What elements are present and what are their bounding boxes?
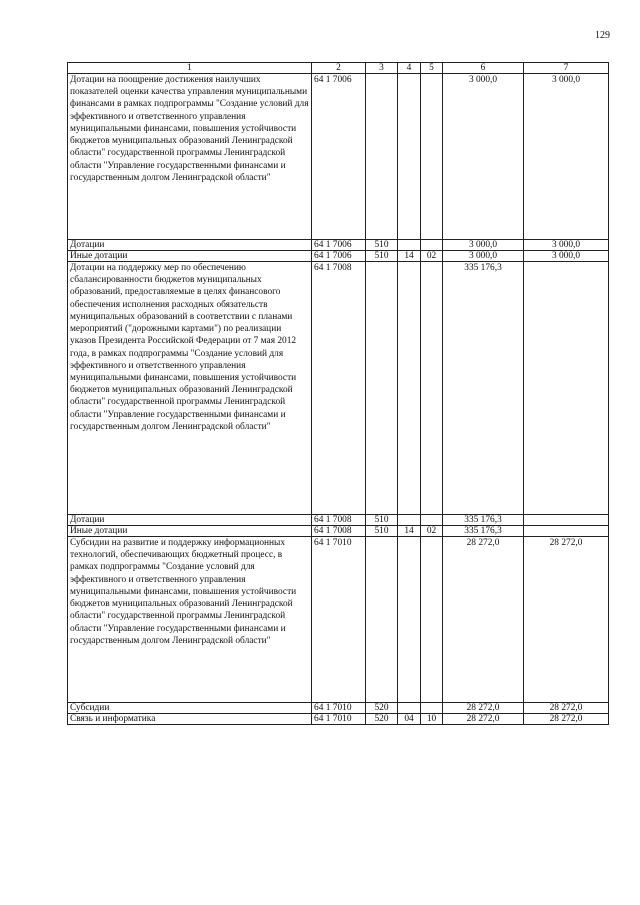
row-col6: 335 176,3 <box>443 262 524 515</box>
row-col7 <box>524 515 609 526</box>
table-row <box>68 251 609 262</box>
row-col6: 335 176,3 <box>443 526 524 537</box>
row-col3 <box>366 74 398 240</box>
row-col4 <box>398 240 421 251</box>
row-code: 64 1 7010 <box>312 703 366 714</box>
header-cell: 1 <box>68 63 312 74</box>
row-col4: 14 <box>398 526 421 537</box>
header-cell: 3 <box>366 63 398 74</box>
row-col4 <box>398 537 421 703</box>
table-row <box>68 703 609 714</box>
table-row <box>68 714 609 725</box>
table-row <box>68 74 609 240</box>
row-name: Дотации на поощрение достижения наилучших показателей оценки качества управления муниципальными финансами в рамках подпрограммы "Создание условий для эффективного и ответственного управления муниципальными финансами, повышения устойчивости бюджетов муниципальных образований Ленинградской области" государственной программы Ленинградской области "Управление государственными финансами и государственным долгом Ленинградской области" <box>68 74 312 240</box>
row-col4 <box>398 703 421 714</box>
row-col6: 335 176,3 <box>443 515 524 526</box>
table-row <box>68 515 609 526</box>
row-col3: 510 <box>366 515 398 526</box>
row-col5: 02 <box>421 526 443 537</box>
row-name: Субсидии на развитие и поддержку информационных технологий, обеспечивающих бюджетный процесс, в рамках подпрограммы "Создание условий для эффективного и ответственного управления муниципальными финансами, повышения устойчивости бюджетов муниципальных образований Ленинградской области" государственной программы Ленинградской области "Управление государственными финансами и государственным долгом Ленинградской области" <box>68 537 312 703</box>
row-col7: 3 000,0 <box>524 251 609 262</box>
row-name: Связь и информатика <box>68 714 312 725</box>
row-col7: 28 272,0 <box>524 703 609 714</box>
row-col6: 3 000,0 <box>443 74 524 240</box>
row-code: 64 1 7008 <box>312 526 366 537</box>
table-row <box>68 537 609 703</box>
table-header-row <box>68 63 609 74</box>
row-col7: 3 000,0 <box>524 74 609 240</box>
table-row <box>68 262 609 515</box>
row-col3: 510 <box>366 240 398 251</box>
header-cell: 5 <box>421 63 443 74</box>
header-cell: 7 <box>524 63 609 74</box>
row-col4 <box>398 262 421 515</box>
header-cell: 2 <box>312 63 366 74</box>
row-code: 64 1 7010 <box>312 714 366 725</box>
row-col4: 04 <box>398 714 421 725</box>
row-name: Дотации <box>68 515 312 526</box>
header-cell: 4 <box>398 63 421 74</box>
row-col3: 520 <box>366 703 398 714</box>
row-col7 <box>524 262 609 515</box>
row-col4 <box>398 74 421 240</box>
row-col7 <box>524 526 609 537</box>
row-col5 <box>421 262 443 515</box>
row-col5 <box>421 537 443 703</box>
row-col7: 3 000,0 <box>524 240 609 251</box>
row-name: Дотации на поддержку мер по обеспечению сбалансированности бюджетов муниципальных образований, предоставляемые в целях финансового обеспечения исполнения расходных обязательств муниципальных образований в соответствии с планами мероприятий ("дорожными картами") по реализации указов Президента Российской Федерации от 7 мая 2012 года, в рамках подпрограммы "Создание условий для эффективного и ответственного управления муниципальными финансами, повышения устойчивости бюджетов муниципальных образований Ленинградской области" государственной программы Ленинградской области "Управление государственными финансами и государственным долгом Ленинградской области" <box>68 262 312 515</box>
row-col7: 28 272,0 <box>524 714 609 725</box>
row-name: Субсидии <box>68 703 312 714</box>
row-col5: 10 <box>421 714 443 725</box>
row-code: 64 1 7006 <box>312 74 366 240</box>
row-col5 <box>421 240 443 251</box>
row-col6: 3 000,0 <box>443 251 524 262</box>
header-cell: 6 <box>443 63 524 74</box>
budget-table <box>67 62 609 725</box>
row-col3: 520 <box>366 714 398 725</box>
row-col6: 28 272,0 <box>443 703 524 714</box>
row-col6: 28 272,0 <box>443 537 524 703</box>
row-col6: 3 000,0 <box>443 240 524 251</box>
row-col5 <box>421 515 443 526</box>
row-name: Иные дотации <box>68 526 312 537</box>
row-code: 64 1 7008 <box>312 262 366 515</box>
row-code: 64 1 7006 <box>312 251 366 262</box>
row-col4: 14 <box>398 251 421 262</box>
table-row <box>68 240 609 251</box>
row-code: 64 1 7010 <box>312 537 366 703</box>
row-name: Иные дотации <box>68 251 312 262</box>
row-col5 <box>421 74 443 240</box>
row-col3 <box>366 262 398 515</box>
page-number: 129 <box>595 30 610 41</box>
row-col5 <box>421 703 443 714</box>
row-col3: 510 <box>366 251 398 262</box>
row-col5: 02 <box>421 251 443 262</box>
row-code: 64 1 7008 <box>312 515 366 526</box>
row-col4 <box>398 515 421 526</box>
row-col3 <box>366 537 398 703</box>
row-col3: 510 <box>366 526 398 537</box>
row-name: Дотации <box>68 240 312 251</box>
row-col7: 28 272,0 <box>524 537 609 703</box>
row-code: 64 1 7006 <box>312 240 366 251</box>
table-row <box>68 526 609 537</box>
row-col6: 28 272,0 <box>443 714 524 725</box>
